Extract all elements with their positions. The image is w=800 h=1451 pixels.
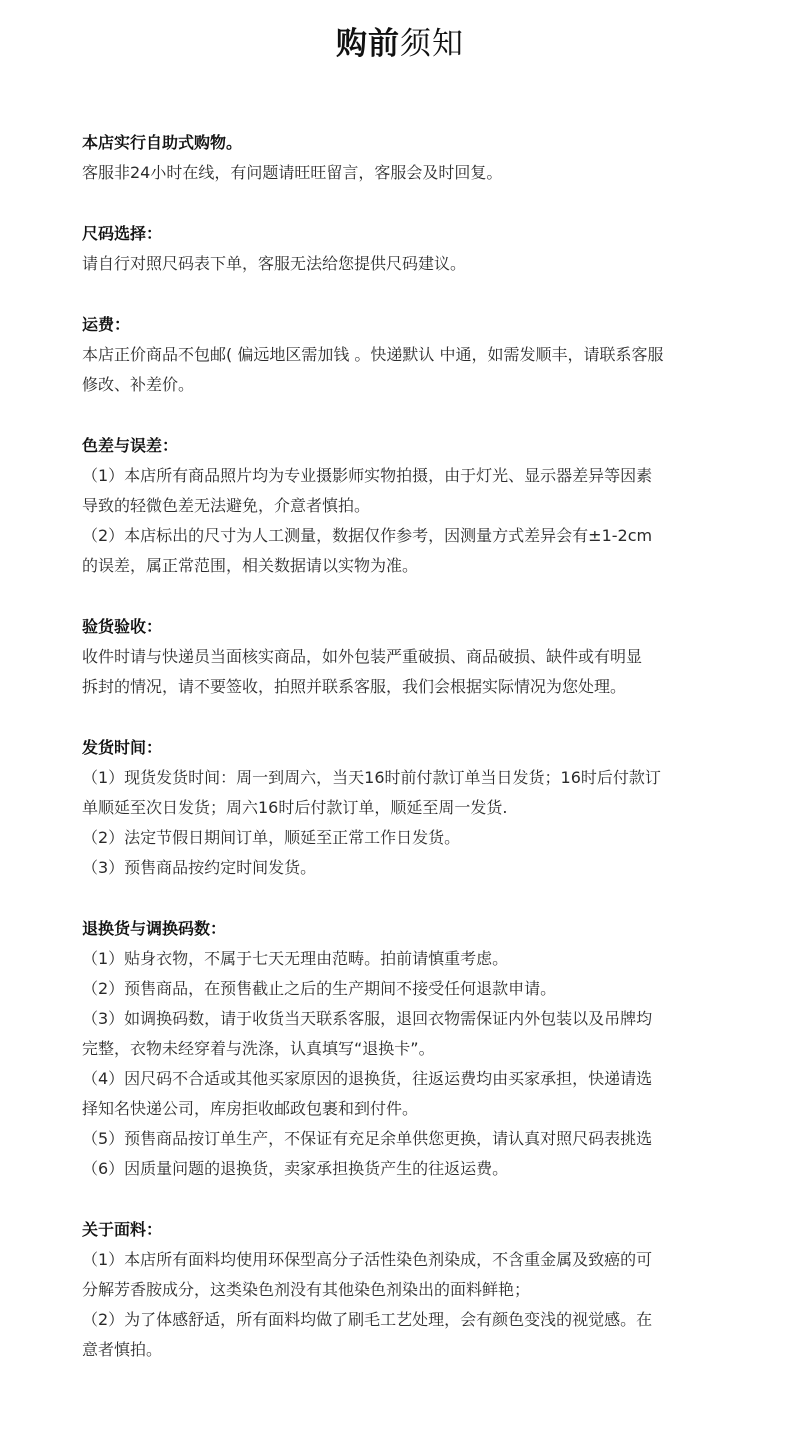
section-returns [82, 914, 732, 1184]
section-line: （1）现货发货时间：周一到周六，当天16时前付款订单当日发货；16时后付款订 [82, 768, 661, 787]
section-line: 择知名快递公司，库房拒收邮政包裹和到付件。 [82, 1099, 419, 1118]
section-line: 分解芳香胺成分，这类染色剂没有其他染色剂染出的面料鲜艳； [82, 1280, 531, 1299]
section-line: 收件时请与快递员当面核实商品，如外包装严重破损、商品破损、缺件或有明显 [82, 647, 643, 666]
section-line: 拆封的情况，请不要签收，拍照并联系客服，我们会根据实际情况为您处理。 [82, 677, 627, 696]
page-title [0, 22, 800, 66]
section-line: （2）本店标出的尺寸为人工测量，数据仅作参考，因测量方式差异会有±1-2cm [82, 526, 653, 545]
page-title-light: 须知 [400, 26, 464, 62]
section-heading: 本店实行自助式购物。 [82, 133, 243, 152]
section-shipping-fee [82, 310, 732, 400]
notice-content [82, 128, 732, 1396]
section-line: （4）因尺码不合适或其他买家原因的退换货，往返运费均由买家承担，快递请选 [82, 1069, 653, 1088]
section-line: 修改、补差价。 [82, 375, 195, 394]
section-inspection [82, 612, 732, 702]
section-line: （6）因质量问题的退换货，卖家承担换货产生的往返运费。 [82, 1159, 509, 1178]
section-heading: 运费： [82, 315, 131, 334]
section-heading: 色差与误差： [82, 436, 179, 455]
section-line: （1）本店所有面料均使用环保型高分子活性染色剂染成，不含重金属及致癌的可 [82, 1250, 653, 1269]
section-delivery-time [82, 733, 732, 883]
section-line: 请自行对照尺码表下单，客服无法给您提供尺码建议。 [82, 254, 467, 273]
section-line: （1）本店所有商品照片均为专业摄影师实物拍摄，由于灯光、显示器差异等因素 [82, 466, 653, 485]
section-line: （2）预售商品，在预售截止之后的生产期间不接受任何退款申请。 [82, 979, 557, 998]
section-line: （3）如调换码数，请于收货当天联系客服，退回衣物需保证内外包装以及吊牌均 [82, 1009, 653, 1028]
section-heading: 发货时间： [82, 738, 163, 757]
section-fabric [82, 1215, 732, 1365]
section-line: （1）贴身衣物，不属于七天无理由范畴。拍前请慎重考虑。 [82, 949, 509, 968]
section-line: 客服非24小时在线，有问题请旺旺留言，客服会及时回复。 [82, 163, 503, 182]
section-heading: 关于面料： [82, 1220, 163, 1239]
section-line: 完整，衣物未经穿着与洗涤，认真填写“退换卡”。 [82, 1039, 435, 1058]
section-heading: 尺码选择： [82, 224, 163, 243]
section-line: 导致的轻微色差无法避免，介意者慎拍。 [82, 496, 371, 515]
section-line: （5）预售商品按订单生产，不保证有充足余单供您更换，请认真对照尺码表挑选 [82, 1129, 653, 1148]
section-self-service [82, 128, 732, 188]
section-line: 单顺延至次日发货；周六16时后付款订单，顺延至周一发货. [82, 798, 508, 817]
section-color-difference [82, 431, 732, 581]
section-heading: 验货验收： [82, 617, 163, 636]
section-line: （3）预售商品按约定时间发货。 [82, 858, 317, 877]
page-title-bold: 购前 [336, 26, 400, 62]
section-line: （2）法定节假日期间订单，顺延至正常工作日发货。 [82, 828, 461, 847]
section-line: 意者慎拍。 [82, 1340, 163, 1359]
section-line: （2）为了体感舒适，所有面料均做了刷毛工艺处理，会有颜色变浅的视觉感。在 [82, 1310, 653, 1329]
section-line: 的误差，属正常范围，相关数据请以实物为准。 [82, 556, 419, 575]
section-size [82, 219, 732, 279]
section-line: 本店正价商品不包邮( 偏远地区需加钱 。快递默认 中通，如需发顺丰，请联系客服 [82, 345, 664, 364]
section-heading: 退换货与调换码数： [82, 919, 227, 938]
